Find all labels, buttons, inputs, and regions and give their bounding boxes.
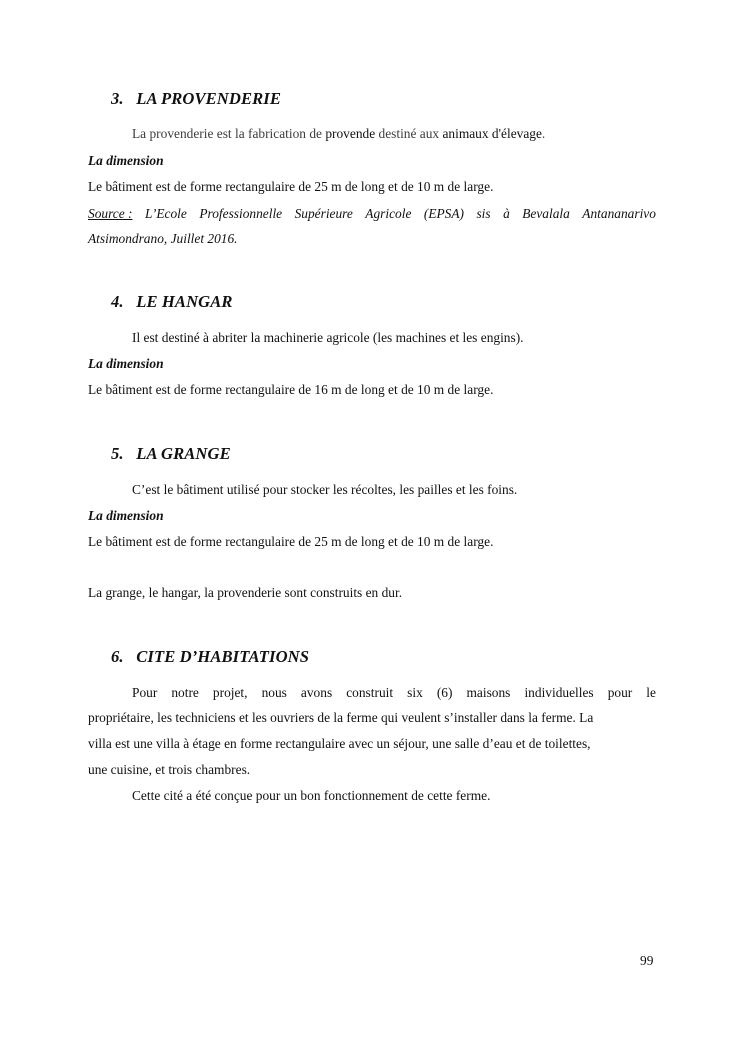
section-6-heading	[111, 647, 309, 667]
paragraph-word: individuelles	[524, 685, 594, 700]
paragraph-word: construit	[346, 685, 394, 700]
section-3-sub-label: La dimension	[88, 153, 164, 168]
section-4-sub-label: La dimension	[88, 356, 164, 371]
section-4-number: 4.	[111, 292, 124, 311]
paragraph-word: Pour	[132, 685, 158, 700]
section-4-intro: Il est destiné à abriter la machinerie agricole (les machines et les engins).	[132, 330, 524, 345]
section-3-title: LA PROVENDERIE	[136, 89, 282, 108]
source-label: Source :	[88, 206, 133, 221]
section-3-intro-part-3: destiné aux	[375, 126, 443, 141]
section-5-dimension: Le bâtiment est de forme rectangulaire de 25 m de long et de 10 m de large.	[88, 534, 494, 549]
section-6-paragraph-line-1	[132, 685, 656, 701]
section-4-dimension: Le bâtiment est de forme rectangulaire de 16 m de long et de 10 m de large.	[88, 382, 494, 397]
section-3-heading	[111, 89, 281, 109]
paragraph-word: maisons	[466, 685, 511, 700]
paragraph-word: le	[646, 685, 656, 700]
section-3-intro-part-1: La provenderie est la fabrication de	[132, 126, 326, 141]
source-word: sis	[476, 206, 491, 221]
section-5-sub-label: La dimension	[88, 508, 164, 523]
section-3-source-line-2: Atsimondrano, Juillet 2016.	[88, 231, 238, 246]
section-6-title: CITE D’HABITATIONS	[136, 647, 310, 666]
section-3-number: 3.	[111, 89, 124, 108]
section-5-intro: C’est le bâtiment utilisé pour stocker les récoltes, les pailles et les foins.	[132, 482, 518, 497]
document-page	[88, 0, 656, 1053]
paragraph-word: pour	[607, 685, 633, 700]
section-6-paragraph-line-2: propriétaire, les techniciens et les ouvriers de la ferme qui veulent s’installer dans la ferme. La	[88, 710, 594, 725]
source-word: Supérieure	[294, 206, 353, 221]
section-4-title: LE HANGAR	[136, 292, 233, 311]
paragraph-word: (6)	[436, 685, 453, 700]
paragraph-word: notre	[171, 685, 199, 700]
paragraph-word: six	[407, 685, 423, 700]
section-6-paragraph-line-4: une cuisine, et trois chambres.	[88, 762, 251, 777]
section-3-intro-part-4: animaux d'élevage	[442, 126, 542, 141]
section-6-paragraph-line-3: villa est une villa à étage en forme rectangulaire avec un séjour, une salle d’eau et de toilettes,	[88, 736, 591, 751]
source-word: Antananarivo	[582, 206, 656, 221]
section-5-heading	[111, 444, 231, 464]
source-word: L’Ecole	[144, 206, 187, 221]
section-5-note: La grange, le hangar, la provenderie sont construits en dur.	[88, 585, 403, 600]
section-4-heading	[111, 292, 233, 312]
section-6-number: 6.	[111, 647, 124, 666]
source-word: Professionnelle	[199, 206, 283, 221]
source-word: Agricole	[365, 206, 412, 221]
page-number: 99	[640, 953, 654, 968]
section-3-intro-part-5: .	[541, 126, 546, 141]
section-3-intro	[132, 127, 545, 140]
section-6-closing: Cette cité a été conçue pour un bon fonctionnement de cette ferme.	[132, 788, 491, 803]
section-5-title: LA GRANGE	[136, 444, 231, 463]
source-word: Bevalala	[522, 206, 570, 221]
paragraph-word: nous	[261, 685, 287, 700]
section-5-number: 5.	[111, 444, 124, 463]
source-word: à	[503, 206, 510, 221]
source-word: (EPSA)	[423, 206, 465, 221]
paragraph-word: projet,	[212, 685, 248, 700]
section-3-intro-part-2: provende	[325, 126, 376, 141]
section-3-dimension: Le bâtiment est de forme rectangulaire de 25 m de long et de 10 m de large.	[88, 179, 494, 194]
paragraph-word: avons	[300, 685, 333, 700]
section-3-source-line-1	[88, 206, 656, 222]
